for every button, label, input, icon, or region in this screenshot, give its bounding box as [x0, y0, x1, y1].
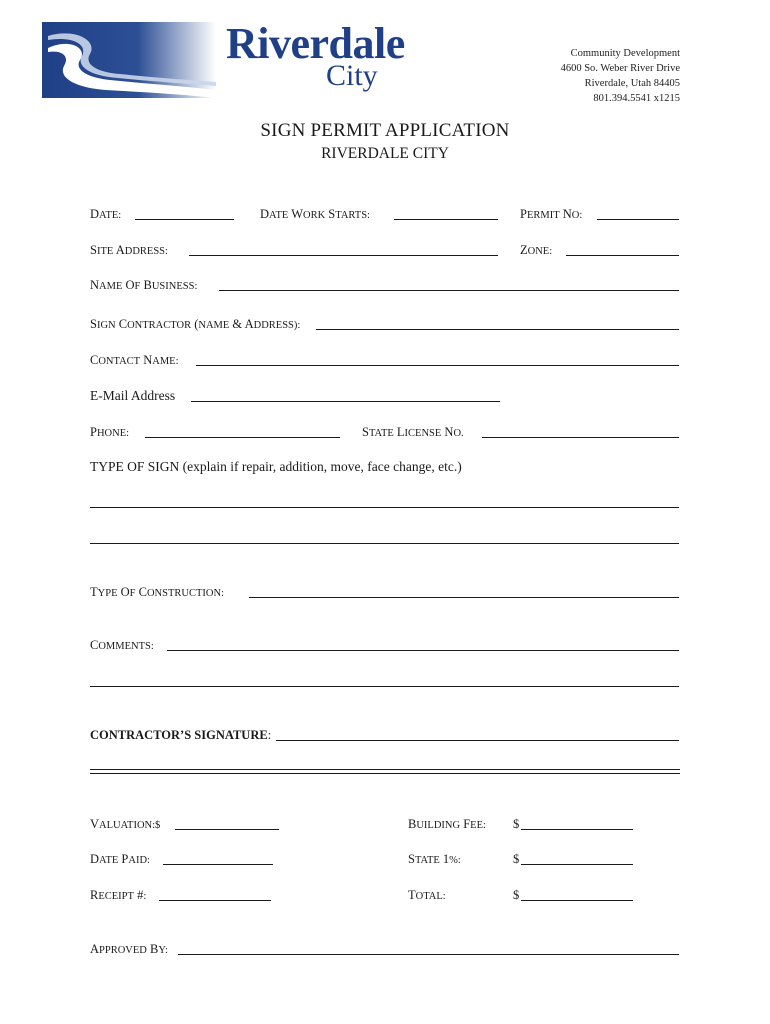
type-of-sign-field-line-2[interactable] [90, 543, 679, 544]
site-address-label: SITE ADDRESS: [90, 243, 168, 257]
sign-contractor-field[interactable] [316, 329, 679, 330]
business-name-label: NAME OF BUSINESS: [90, 278, 198, 292]
receipt-no-label: RECEIPT #: [90, 888, 147, 902]
logo-wordmark: Riverdale [226, 19, 405, 68]
email-label: E-Mail Address [90, 388, 176, 403]
permit-no-field[interactable] [597, 219, 679, 220]
office-address [561, 46, 680, 106]
site-address-field[interactable] [189, 255, 498, 256]
phone-label: PHONE: [90, 425, 130, 439]
comments-label: COMMENTS: [90, 638, 154, 652]
section-divider-top [90, 769, 680, 770]
valuation-field[interactable] [175, 829, 279, 830]
office-line-2: 4600 So. Weber River Drive [560, 63, 680, 74]
date-work-starts-field[interactable] [394, 219, 498, 220]
office-line-3: Riverdale, Utah 84405 [584, 78, 680, 89]
building-fee-label: BUILDING FEE: [408, 817, 486, 831]
building-fee-currency: $ [513, 817, 520, 831]
office-line-4: 801.394.5541 x1215 [593, 93, 680, 104]
sign-contractor-label: SIGN CONTRACTOR (NAME & ADDRESS): [90, 317, 301, 331]
logo-wordmark-sub: City [326, 59, 378, 92]
comments-field-line-2[interactable] [90, 686, 679, 687]
state-1pct-currency: $ [513, 852, 520, 866]
receipt-no-field[interactable] [159, 900, 271, 901]
section-divider-bottom [90, 773, 680, 774]
state-license-field[interactable] [482, 437, 679, 438]
zone-label: ZONE: [520, 243, 553, 257]
state-license-label: STATE LICENSE NO. [362, 425, 464, 439]
type-of-sign-label: TYPE OF SIGN (explain if repair, addition, move, face change, etc.) [90, 459, 462, 474]
contractor-signature-label [90, 728, 271, 743]
type-of-construction-field[interactable] [249, 597, 679, 598]
building-fee-field[interactable] [521, 829, 633, 830]
business-name-field[interactable] [219, 290, 679, 291]
contact-name-label: CONTACT NAME: [90, 353, 179, 367]
contractor-signature-field[interactable] [276, 740, 679, 741]
type-of-sign-field-line-1[interactable] [90, 507, 679, 508]
form-subtitle: RIVERDALE CITY [321, 145, 449, 162]
date-paid-label: DATE PAID: [90, 852, 150, 866]
total-field[interactable] [521, 900, 633, 901]
date-label: DATE: [90, 207, 122, 221]
office-line-1: Community Development [570, 48, 680, 59]
zone-field[interactable] [566, 255, 679, 256]
form-title: SIGN PERMIT APPLICATION [260, 120, 510, 141]
state-1pct-field[interactable] [521, 864, 633, 865]
email-field[interactable] [191, 401, 500, 402]
type-of-construction-label: TYPE OF CONSTRUCTION: [90, 585, 224, 599]
contractor-signature-label-colon: : [267, 728, 272, 742]
valuation-label: VALUATION:$ [90, 817, 161, 831]
contractor-signature-label-text: CONTRACTOR’S SIGNATURE [90, 728, 268, 742]
contact-name-field[interactable] [196, 365, 679, 366]
phone-field[interactable] [145, 437, 340, 438]
total-label: TOTAL: [408, 888, 446, 902]
date-field[interactable] [135, 219, 234, 220]
permit-no-label: PERMIT NO: [520, 207, 583, 221]
total-currency: $ [513, 888, 520, 902]
comments-field-line-1[interactable] [167, 650, 679, 651]
state-1pct-label: STATE 1%: [408, 852, 461, 866]
date-paid-field[interactable] [163, 864, 273, 865]
approved-by-field[interactable] [178, 954, 679, 955]
approved-by-label: APPROVED BY: [90, 942, 168, 956]
date-work-starts-label: DATE WORK STARTS: [260, 207, 370, 221]
